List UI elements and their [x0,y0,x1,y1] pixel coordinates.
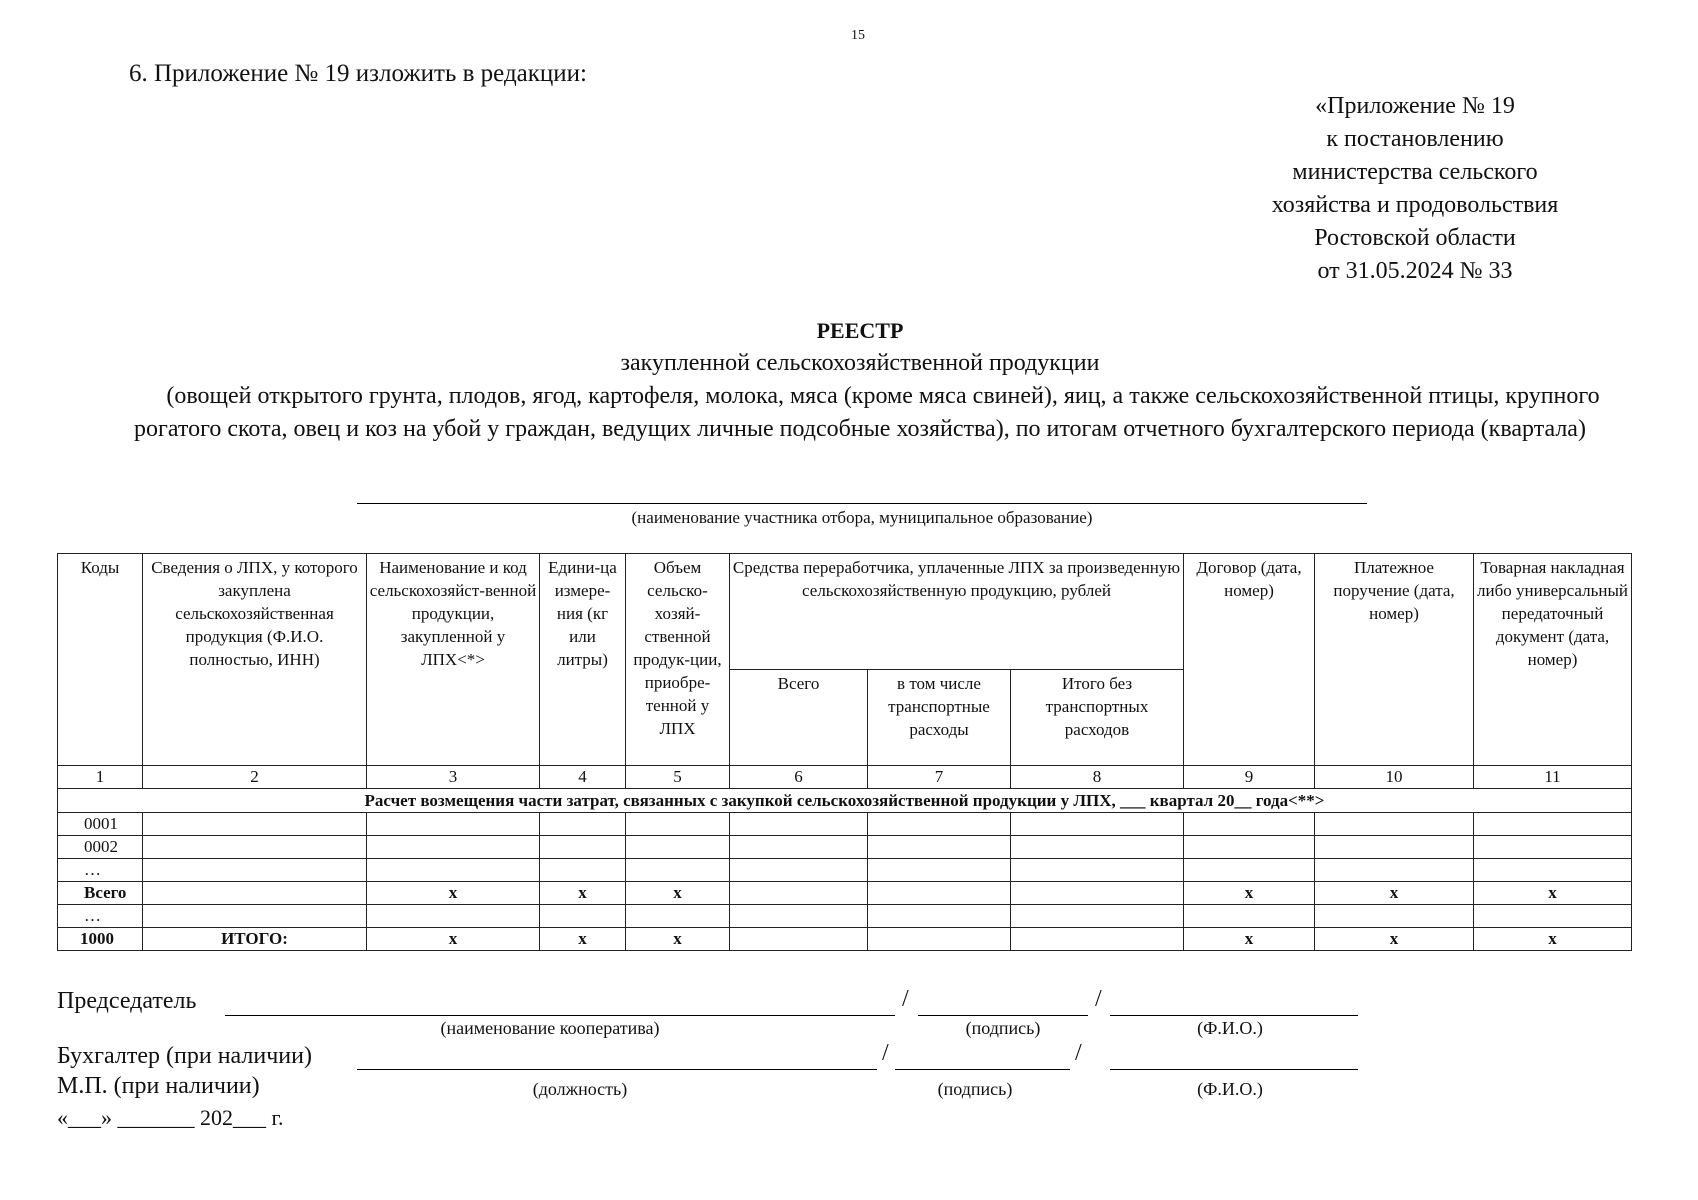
table-cell [1474,859,1632,882]
table-cell [868,905,1011,928]
table-cell [868,836,1011,859]
signature-caption: (подпись) [937,1079,1013,1099]
table-cell [1184,905,1315,928]
row-code: … [58,905,143,928]
appendix-line: Ростовской области [1314,225,1516,251]
document-description: (овощей открытого грунта, плодов, ягод, картофеля, молока, мяса (кроме мяса свиней), яиц, а также сельскохозяйственной птицы, крупного рогатого скота, овец и коз на убой у граждан, ведущих личные подсобные хозяйства), по итогам отчетного бухгалтерского периода (квартала) [134,383,1600,442]
table-cell [730,905,868,928]
header-processor-funds: Средства переработчика, уплаченные ЛПХ за произведенную сельскохозяйственную продукцию, рублей [730,554,1184,670]
appendix-line: от 31.05.2024 № 33 [1317,258,1513,284]
section-title-row [58,789,1632,813]
table-cell: х [1474,882,1632,905]
table-row [58,928,1632,951]
fio-caption: (Ф.И.О.) [1197,1018,1263,1038]
table-cell [1011,905,1184,928]
accountant-position-line [357,1069,877,1070]
table-cell: х [1315,928,1474,951]
table-cell [1011,859,1184,882]
table-cell: х [1184,882,1315,905]
table-cell [367,836,540,859]
column-number: 8 [1011,766,1184,789]
separator-slash: / [902,986,909,1012]
table-row [58,836,1632,859]
column-number: 3 [367,766,540,789]
row-code: … [58,859,143,882]
date-line: «___» _______ 202___ г. [57,1105,284,1130]
header-volume: Объем сельско-хозяй-ственной продук-ции, приобре-тенной у ЛПХ [626,554,730,766]
column-number: 1 [58,766,143,789]
table-cell [626,836,730,859]
table-cell [1011,813,1184,836]
column-number: 2 [143,766,367,789]
table-row [58,905,1632,928]
column-number: 10 [1315,766,1474,789]
appendix-header [1230,90,1600,288]
table-cell: х [1474,928,1632,951]
separator-slash: / [1095,986,1102,1012]
section-title: Расчет возмещения части затрат, связанных с закупкой сельскохозяйственной продукции у ЛПХ, ___ квартал 20__ года<**> [58,789,1632,813]
table-cell: ИТОГО: [143,928,367,951]
document-title-block [80,314,1640,446]
header-payment-order: Платежное поручение (дата, номер) [1315,554,1474,766]
table-cell [1315,905,1474,928]
chairman-signature-line [918,1015,1088,1016]
table-cell [367,813,540,836]
table-cell [1315,836,1474,859]
table-cell [730,859,868,882]
table-cell: х [540,882,626,905]
table-cell: х [1184,928,1315,951]
table-cell [868,882,1011,905]
table-cell [626,859,730,882]
table-cell [540,905,626,928]
header-codes: Коды [58,554,143,766]
table-cell [540,836,626,859]
cooperative-name-line [225,1015,895,1016]
table-cell [1474,836,1632,859]
header-product-name: Наименование и код сельскохозяйст-венной продукции, закупленной у ЛПХ<*> [367,554,540,766]
table-cell: х [367,882,540,905]
table-cell [143,836,367,859]
document-title: РЕЕСТР [816,318,904,343]
row-code: 0001 [58,813,143,836]
row-code: 1000 [58,928,143,951]
row-code: 0002 [58,836,143,859]
separator-slash: / [1075,1040,1082,1066]
appendix-line: к постановлению [1326,126,1504,152]
accountant-fio-line [1110,1069,1358,1070]
table-cell [1011,928,1184,951]
table-row [58,813,1632,836]
table-cell [367,859,540,882]
table-cell [730,836,868,859]
table-cell [868,813,1011,836]
table-cell [1184,859,1315,882]
column-number: 4 [540,766,626,789]
column-number: 5 [626,766,730,789]
table-cell [868,859,1011,882]
table-cell: х [367,928,540,951]
column-number: 11 [1474,766,1632,789]
accountant-label: Бухгалтер (при наличии) [57,1043,312,1069]
registry-table [57,553,1632,951]
table-row [58,859,1632,882]
table-cell [143,859,367,882]
table-cell [1315,859,1474,882]
table-cell [1315,813,1474,836]
table-cell [730,813,868,836]
column-number: 6 [730,766,868,789]
table-cell [1184,836,1315,859]
stamp-label: М.П. (при наличии) [57,1073,260,1099]
table-cell [143,882,367,905]
chairman-label: Председатель [57,988,197,1014]
table-cell [730,928,868,951]
table-row [58,882,1632,905]
row-code: Всего [58,882,143,905]
table-cell [626,813,730,836]
table-cell [143,813,367,836]
position-caption: (должность) [532,1079,628,1099]
chairman-fio-line [1110,1015,1358,1016]
signature-caption: (подпись) [965,1018,1041,1038]
column-numbers-row [58,766,1632,789]
table-cell: х [626,882,730,905]
appendix-line: «Приложение № 19 [1315,93,1515,119]
header-total: Всего [730,670,868,766]
column-number: 7 [868,766,1011,789]
table-cell [143,905,367,928]
participant-caption: (наименование участника отбора, муниципальное образование) [631,508,1093,527]
table-cell [626,905,730,928]
header-lph-info: Сведения о ЛПХ, у которого закуплена сельскохозяйственная продукция (Ф.И.О. полностью, ИНН) [143,554,367,766]
separator-slash: / [882,1040,889,1066]
header-without-transport: Итого без транспортных расходов [1011,670,1184,766]
participant-name-line [357,503,1367,504]
appendix-line: хозяйства и продовольствия [1271,192,1559,218]
registry-data-rows [58,813,1632,951]
table-cell [730,882,868,905]
table-cell [868,928,1011,951]
header-invoice: Товарная накладная либо универсальный передаточный документ (дата, номер) [1474,554,1632,766]
table-cell [367,905,540,928]
table-cell [1184,813,1315,836]
table-cell [1474,905,1632,928]
header-transport: в том числе транспортные расходы [868,670,1011,766]
table-cell [1011,836,1184,859]
header-unit: Едини-ца измере-ния (кг или литры) [540,554,626,766]
fio-caption: (Ф.И.О.) [1197,1079,1263,1099]
table-cell [1474,813,1632,836]
table-cell: х [626,928,730,951]
accountant-signature-line [895,1069,1070,1070]
amendment-intro: 6. Приложение № 19 изложить в редакции: [129,60,587,87]
header-contract: Договор (дата, номер) [1184,554,1315,766]
table-cell: х [1315,882,1474,905]
appendix-line: министерства сельского [1292,159,1538,185]
document-subtitle: закупленной сельскохозяйственной продукции [620,350,1100,376]
cooperative-caption: (наименование кооператива) [440,1018,660,1038]
table-cell [540,813,626,836]
page-number: 15 [851,28,865,43]
table-cell: х [540,928,626,951]
table-cell [1011,882,1184,905]
column-number: 9 [1184,766,1315,789]
table-cell [540,859,626,882]
